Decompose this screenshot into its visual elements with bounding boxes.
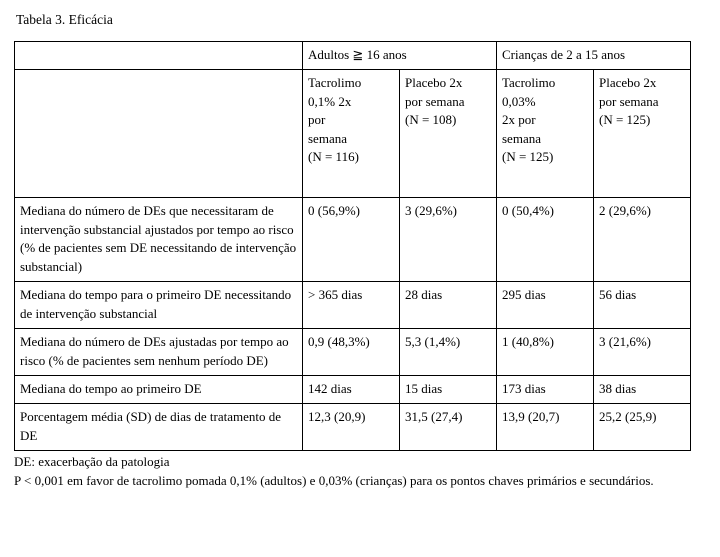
footnote-abbreviation: DE: exacerbação da patologia <box>14 454 170 470</box>
table-caption: Tabela 3. Eficácia <box>16 12 113 27</box>
row-label: Porcentagem média (SD) de dias de tratamento de DE <box>15 404 303 451</box>
column-header-line: 0,03% <box>502 93 536 109</box>
footnote-significance: P < 0,001 em favor de tacrolimo pomada 0,1% (adultos) e 0,03% (crianças) para os pontos chaves primários e secundários. <box>14 473 654 489</box>
column-header-line: (N = 108) <box>405 112 457 128</box>
row-label: Mediana do tempo para o primeiro DE necessitando de intervenção substancial <box>15 282 303 329</box>
column-header-line: Placebo 2x <box>405 75 463 91</box>
row-value: 1 (40,8%) <box>497 329 594 376</box>
row-value: 25,2 (25,9) <box>594 404 691 451</box>
column-header-empty <box>15 70 303 198</box>
row-value: 3 (29,6%) <box>400 198 497 282</box>
efficacy-table <box>14 41 691 451</box>
column-header-line: (N = 125) <box>502 149 554 165</box>
row-value: 0 (50,4%) <box>497 198 594 282</box>
column-header-line: 0,1% 2x <box>308 93 352 109</box>
column-header-line: semana <box>308 130 347 146</box>
row-value: 12,3 (20,9) <box>303 404 400 451</box>
group-header-adults: Adultos ≧ 16 anos <box>303 41 497 69</box>
column-header-placebo-children <box>594 70 691 198</box>
row-value: 142 dias <box>303 375 400 403</box>
column-header-line: por semana <box>405 93 465 109</box>
table-row <box>15 198 691 282</box>
column-header-line: por semana <box>599 93 659 109</box>
row-value: 0 (56,9%) <box>303 198 400 282</box>
column-header-line: Tacrolimo <box>502 75 556 91</box>
row-value: 13,9 (20,7) <box>497 404 594 451</box>
column-header-line: por <box>308 112 326 128</box>
column-header-line: Tacrolimo <box>308 75 362 91</box>
row-label: Mediana do número de DEs que necessitaram de intervenção substancial ajustados por tempo ao risco (% de pacientes sem DE necessitando de intervenção substancial) <box>15 198 303 282</box>
group-header-row <box>15 41 691 69</box>
column-header-line: Placebo 2x <box>599 75 657 91</box>
row-value: 0,9 (48,3%) <box>303 329 400 376</box>
row-label: Mediana do tempo ao primeiro DE <box>15 375 303 403</box>
table-header <box>15 41 691 197</box>
table-row <box>15 329 691 376</box>
table-footnotes <box>14 453 706 491</box>
table-row <box>15 282 691 329</box>
column-header-placebo-adults <box>400 70 497 198</box>
row-value: 56 dias <box>594 282 691 329</box>
row-value: 38 dias <box>594 375 691 403</box>
row-value: 31,5 (27,4) <box>400 404 497 451</box>
column-header-line: 2x por <box>502 112 536 128</box>
group-header-children: Crianças de 2 a 15 anos <box>497 41 691 69</box>
row-label: Mediana do número de DEs ajustadas por tempo ao risco (% de pacientes sem nenhum período DE) <box>15 329 303 376</box>
group-header-empty <box>15 41 303 69</box>
table-row <box>15 375 691 403</box>
row-value: 295 dias <box>497 282 594 329</box>
column-header-row <box>15 70 691 198</box>
row-value: 15 dias <box>400 375 497 403</box>
row-value: 3 (21,6%) <box>594 329 691 376</box>
column-header-line: semana <box>502 130 541 146</box>
row-value: 173 dias <box>497 375 594 403</box>
row-value: 5,3 (1,4%) <box>400 329 497 376</box>
row-value: > 365 dias <box>303 282 400 329</box>
row-value: 2 (29,6%) <box>594 198 691 282</box>
column-header-tacrolimo-01 <box>303 70 400 198</box>
table-body <box>15 198 691 451</box>
table-row <box>15 404 691 451</box>
column-header-line: (N = 116) <box>308 149 359 165</box>
row-value: 28 dias <box>400 282 497 329</box>
column-header-line: (N = 125) <box>599 112 651 128</box>
column-header-tacrolimo-003 <box>497 70 594 198</box>
